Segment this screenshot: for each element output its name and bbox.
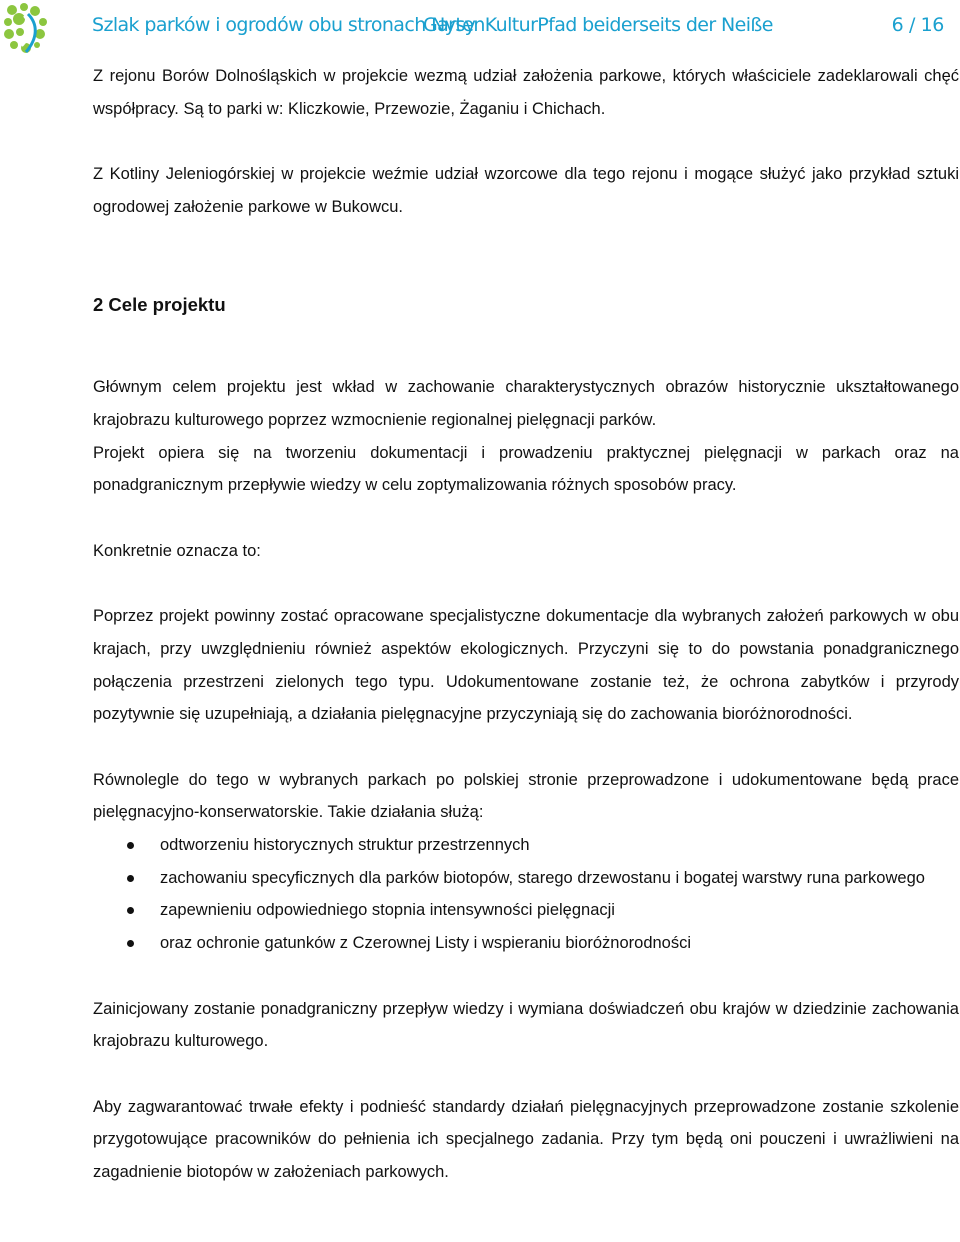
paragraph: Aby zagwarantować trwałe efekty i podnieść standardy działań pielęgnacyjnych przeprowadzone zostanie szkolenie przygotowujące pracowników do pełnienia ich specjalnego zadania. Przy tym będą oni pouczeni i uwrażliwieni na zagadnienie biotopów w założeniach parkowych. (93, 1097, 959, 1181)
list-item (93, 829, 959, 862)
page-number: 6 / 16 (891, 14, 944, 36)
leaf-dots-logo-icon (2, 2, 50, 54)
list-item (93, 894, 959, 927)
paragraph: Głównym celem projektu jest wkład w zachowanie charakterystycznych obrazów historycznie ukształtowanego krajobrazu kulturowego poprzez wzmocnienie regionalnej pielęgnacji parków. (93, 378, 959, 429)
paragraph: Zainicjowany zostanie ponadgraniczny przepływ wiedzy i wymiana doświadczeń obu krajów w dziedzinie zachowania krajobrazu kulturowego. (93, 999, 959, 1051)
bullet-icon (127, 875, 134, 882)
list-item-text: zapewnieniu odpowiedniego stopnia intensywności pielęgnacji (160, 901, 615, 920)
page-header (0, 0, 960, 56)
bullet-icon (127, 940, 134, 947)
list-item-text: zachowaniu specyficznych dla parków biotopów, starego drzewostanu i bogatej warstwy runa parkowego (160, 868, 925, 887)
paragraph: Z Kotliny Jeleniogórskiej w projekcie weźmie udział wzorcowe dla tego rejonu i mogące służyć jako przykład sztuki ogrodowej założenie parkowe w Bukowcu. (93, 165, 959, 216)
paragraph: Projekt opiera się na tworzeniu dokumentacji i prowadzeniu praktycznej pielęgnacji w parkach oraz na ponadgranicznym przepływie wiedzy w celu zoptymalizowania różnych sposobów pracy. (93, 443, 959, 495)
paragraph: Z rejonu Borów Dolnośląskich w projekcie wezmą udział założenia parkowe, których właściciele zadeklarowali chęć współpracy. Są to parki w: Kliczkowie, Przewozie, Żaganiu i Chichach. (93, 67, 959, 118)
bullet-icon (127, 842, 134, 849)
header-title-de: GartenKulturPfad beiderseits der Neiße (423, 14, 773, 36)
paragraph: Równolegle do tego w wybranych parkach po polskiej stronie przeprowadzone i udokumentowane będą prace pielęgnacyjno-konserwatorskie. Takie działania służą: (93, 770, 959, 822)
bullet-list (93, 829, 959, 960)
document-body (93, 60, 959, 1189)
list-item (93, 862, 959, 895)
bullet-icon (127, 907, 134, 914)
paragraph: Poprzez projekt powinny zostać opracowane specjalistyczne dokumentacje dla wybranych założeń parkowych w obu krajach, przy uwzględnieniu również aspektów ekologicznych. Przyczyni się to do powstania ponadgranicznego połączenia przestrzeni zielonych tego typu. Udokumentowane zostanie też, że ochrona zabytków i przyrody pozytywnie się uzupełniają, a działania pielęgnacyjne przyczyniają się do zachowania bioróżnorodności. (93, 607, 959, 724)
list-item-text: oraz ochronie gatunków z Czerownej Listy i wspieraniu bioróżnorodności (160, 934, 692, 953)
list-item-text: odtworzeniu historycznych struktur przestrzennych (160, 836, 530, 854)
section-heading: 2 Cele projektu (93, 293, 226, 315)
paragraph: Konkretnie oznacza to: (93, 541, 261, 560)
list-item (93, 927, 959, 960)
header-title-pl: Szlak parków i ogrodów obu stronach Nysy (92, 14, 476, 36)
